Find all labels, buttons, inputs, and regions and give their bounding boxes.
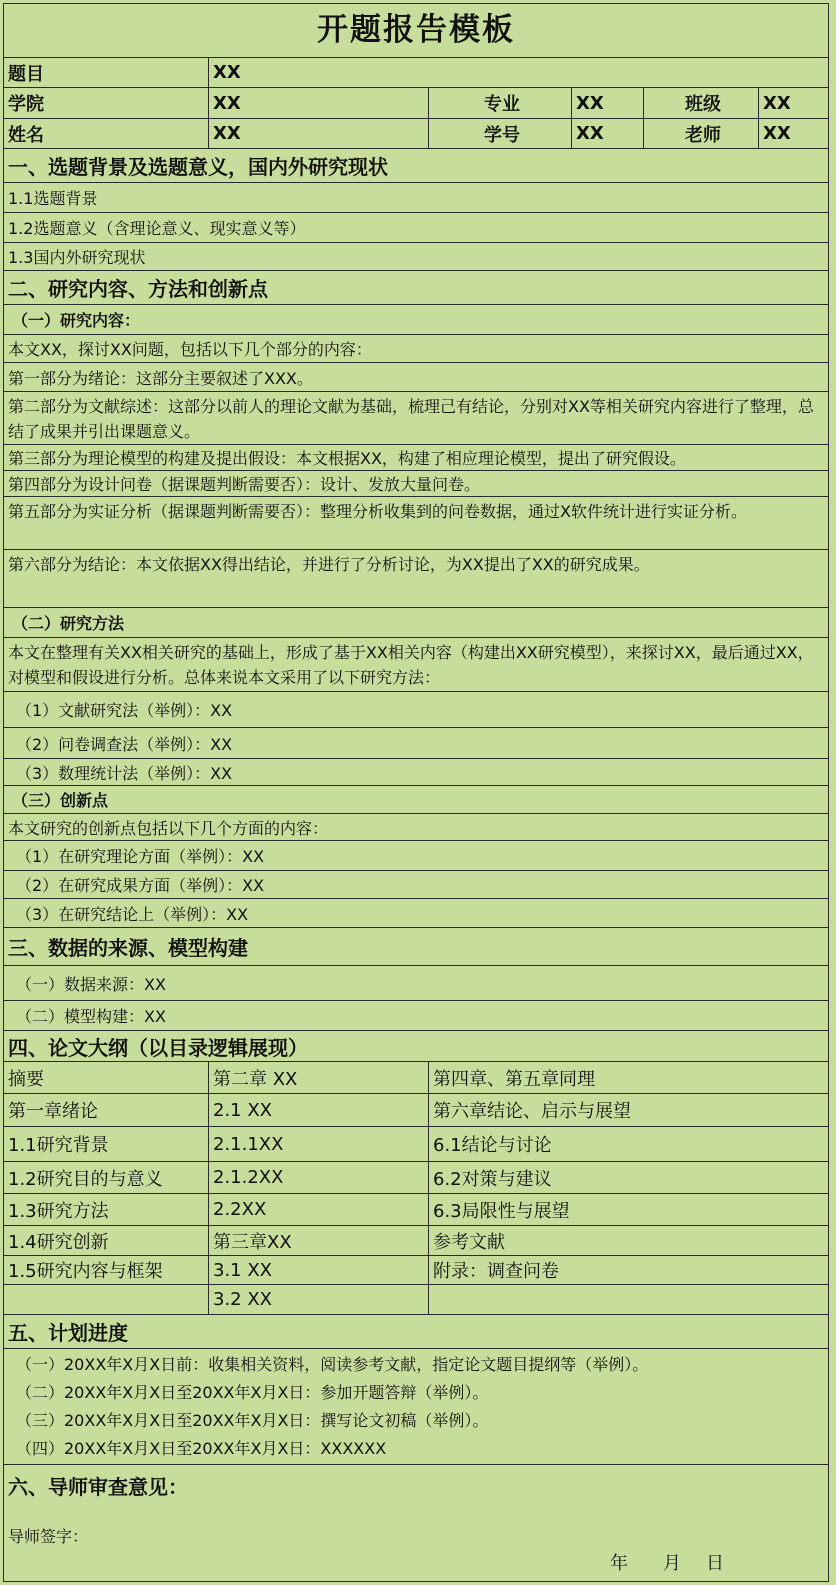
outline-cell bbox=[4, 1285, 208, 1314]
schedule-item: （一）20XX年X月X日前：收集相关资料，阅读参考文献，指定论文题目提纲等（举例）。 bbox=[16, 1355, 649, 1374]
section-5-heading-row bbox=[4, 1315, 828, 1349]
list-item bbox=[4, 759, 828, 786]
section-3-heading-row bbox=[4, 928, 828, 966]
outline-cell: 1.5研究内容与框架 bbox=[8, 1261, 163, 1282]
info-row-college bbox=[4, 88, 828, 119]
list-item bbox=[4, 899, 828, 928]
section-2-heading: 二、研究内容、方法和创新点 bbox=[8, 277, 268, 301]
major-label: 专业 bbox=[428, 88, 571, 118]
outline-cell: 2.1.1XX bbox=[208, 1127, 428, 1161]
content-line: 第六部分为结论：本文依据XX得出结论，并进行了分析讨论，为XX提出了XX的研究成果。 bbox=[8, 555, 650, 574]
outline-cell: 3.2 XX bbox=[208, 1285, 428, 1314]
outline-cell: 2.1.2XX bbox=[208, 1162, 428, 1193]
innovation-item: （2）在研究成果方面（举例）：XX bbox=[16, 876, 265, 895]
form-title-row bbox=[4, 4, 828, 58]
method-item: （1）文献研究法（举例）：XX bbox=[16, 701, 233, 720]
innovation-subheading: （三）创新点 bbox=[12, 791, 109, 810]
content-line: 第三部分为理论模型的构建及提出假设：本文根据XX，构建了相应理论模型，提出了研究假设。 bbox=[8, 449, 686, 468]
method-subheading: （二）研究方法 bbox=[12, 614, 125, 633]
advisor-signature-label: 导师签字： bbox=[8, 1527, 89, 1546]
student-id-label: 学号 bbox=[428, 119, 571, 148]
schedule-item: （二）20XX年X月X日至20XX年X月X日：参加开题答辩（举例）。 bbox=[16, 1383, 489, 1402]
method-item: （2）问卷调查法（举例）：XX bbox=[16, 734, 233, 754]
section-1-heading-row bbox=[4, 149, 828, 183]
list-item bbox=[4, 497, 828, 550]
topic-label: 题目 bbox=[8, 63, 44, 85]
list-item bbox=[4, 1001, 828, 1031]
schedule-item: （三）20XX年X月X日至20XX年X月X日：撰写论文初稿（举例）。 bbox=[16, 1411, 489, 1430]
table-row bbox=[4, 1127, 828, 1162]
innovation-subheading-row bbox=[4, 786, 828, 814]
list-item bbox=[4, 335, 828, 363]
outline-cell: 2.2XX bbox=[208, 1194, 428, 1225]
content-line: 第四部分为设计问卷（据课题判断需要否）：设计、发放大量问卷。 bbox=[8, 475, 481, 494]
list-item bbox=[4, 871, 828, 899]
outline-cell: 1.1研究背景 bbox=[8, 1135, 109, 1156]
innovation-item: （1）在研究理论方面（举例）：XX bbox=[16, 847, 265, 866]
outline-cell: 6.3局限性与展望 bbox=[428, 1194, 830, 1225]
form-title: 开题报告模板 bbox=[317, 12, 515, 48]
table-row bbox=[4, 1226, 828, 1256]
list-item bbox=[4, 550, 828, 608]
list-item bbox=[4, 183, 828, 213]
innovation-item: （3）在研究结论上（举例）：XX bbox=[16, 904, 249, 924]
schedule-item: （四）20XX年X月X日至20XX年X月X日：XXXXXX bbox=[16, 1439, 387, 1458]
college-value: XX bbox=[208, 88, 428, 118]
section-4-heading-row bbox=[4, 1031, 828, 1062]
content-line: 本文XX，探讨XX问题，包括以下几个部分的内容： bbox=[8, 340, 372, 359]
section-2-heading-row bbox=[4, 271, 828, 305]
advisor-review-block bbox=[4, 1465, 828, 1581]
outline-cell: 第三章XX bbox=[208, 1226, 428, 1255]
outline-cell: 第一章绪论 bbox=[8, 1101, 98, 1122]
method-subheading-row bbox=[4, 608, 828, 638]
list-item bbox=[4, 814, 828, 841]
method-item: （3）数理统计法（举例）：XX bbox=[16, 763, 233, 783]
outline-cell: 第六章结论、启示与展望 bbox=[428, 1094, 830, 1126]
outline-cell: 1.4研究创新 bbox=[8, 1231, 109, 1253]
table-row bbox=[4, 1162, 828, 1194]
s1-item: 1.2选题意义（含理论意义、现实意义等） bbox=[8, 219, 306, 238]
outline-cell: 1.2研究目的与意义 bbox=[8, 1168, 163, 1190]
teacher-label: 老师 bbox=[643, 119, 758, 148]
list-item bbox=[4, 471, 828, 497]
date-year-label: 年 bbox=[610, 1553, 628, 1574]
student-id-value: XX bbox=[571, 119, 643, 148]
list-item bbox=[4, 213, 828, 243]
innovation-intro: 本文研究的创新点包括以下几个方面的内容： bbox=[8, 818, 329, 838]
date-month-label: 月 bbox=[663, 1553, 681, 1574]
section-5-heading: 五、计划进度 bbox=[8, 1321, 128, 1345]
outline-cell: 6.1结论与讨论 bbox=[428, 1127, 830, 1161]
outline-cell bbox=[428, 1285, 830, 1314]
topic-value: XX bbox=[208, 58, 830, 87]
table-row bbox=[4, 1194, 828, 1226]
name-label: 姓名 bbox=[8, 124, 44, 146]
content-line: 第五部分为实证分析（据课题判断需要否）：整理分析收集到的问卷数据，通过X软件统计进行实证分析。 bbox=[8, 502, 747, 521]
s1-item: 1.3国内外研究现状 bbox=[8, 248, 146, 267]
list-item bbox=[4, 966, 828, 1001]
s3-item: （二）模型构建：XX bbox=[16, 1007, 166, 1026]
table-row bbox=[4, 1285, 828, 1315]
class-label: 班级 bbox=[643, 88, 758, 118]
schedule-block bbox=[4, 1349, 828, 1465]
section-4-heading: 四、论文大纲（以目录逻辑展现） bbox=[8, 1035, 308, 1060]
college-label: 学院 bbox=[8, 94, 44, 115]
outline-cell: 3.1 XX bbox=[208, 1256, 428, 1284]
schedule-list bbox=[4, 1351, 828, 1463]
outline-cell: 6.2对策与建议 bbox=[428, 1162, 830, 1193]
major-value: XX bbox=[571, 88, 643, 118]
teacher-value: XX bbox=[758, 119, 830, 148]
outline-cell: 附录：调查问卷 bbox=[428, 1256, 830, 1284]
outline-cell: 第二章 XX bbox=[208, 1062, 428, 1093]
info-row-name bbox=[4, 119, 828, 149]
s1-item: 1.1选题背景 bbox=[8, 189, 98, 208]
content-line: 第一部分为绪论：这部分主要叙述了XXX。 bbox=[8, 368, 313, 388]
outline-cell: 第四章、第五章同理 bbox=[428, 1062, 830, 1093]
section-3-heading: 三、数据的来源、模型构建 bbox=[8, 936, 248, 960]
list-item bbox=[4, 445, 828, 471]
list-item bbox=[4, 392, 828, 445]
content-subheading-row bbox=[4, 305, 828, 335]
s3-item: （一）数据来源：XX bbox=[16, 974, 166, 994]
content-subheading: （一）研究内容： bbox=[12, 311, 141, 330]
info-row-topic bbox=[4, 58, 828, 88]
outline-cell: 参考文献 bbox=[428, 1226, 830, 1255]
proposal-form bbox=[3, 3, 829, 1582]
list-item bbox=[4, 692, 828, 728]
table-row bbox=[4, 1094, 828, 1127]
list-item bbox=[4, 728, 828, 759]
name-value: XX bbox=[208, 119, 428, 148]
outline-cell: 1.3研究方法 bbox=[8, 1200, 109, 1222]
section-6-heading: 六、导师审查意见： bbox=[8, 1475, 188, 1499]
content-line: 第二部分为文献综述：这部分以前人的理论文献为基础，梳理己有结论，分别对XX等相关研究内容进行了整理，总结了成果并引出课题意义。 bbox=[8, 397, 814, 441]
section-1-heading: 一、选题背景及选题意义，国内外研究现状 bbox=[8, 155, 388, 179]
date-day-label: 日 bbox=[706, 1553, 724, 1574]
method-intro: 本文在整理有关XX相关研究的基础上，形成了基于XX相关内容（构建出XX研究模型），来探讨XX，最后通过XX，对模型和假设进行分析。总体来说本文采用了以下研究方法： bbox=[8, 643, 814, 687]
list-item bbox=[4, 841, 828, 871]
list-item bbox=[4, 363, 828, 392]
table-row bbox=[4, 1256, 828, 1285]
outline-cell: 2.1 XX bbox=[208, 1094, 428, 1126]
class-value: XX bbox=[758, 88, 830, 118]
table-row bbox=[4, 1062, 828, 1094]
list-item bbox=[4, 638, 828, 692]
outline-cell: 摘要 bbox=[8, 1068, 44, 1090]
list-item bbox=[4, 243, 828, 271]
